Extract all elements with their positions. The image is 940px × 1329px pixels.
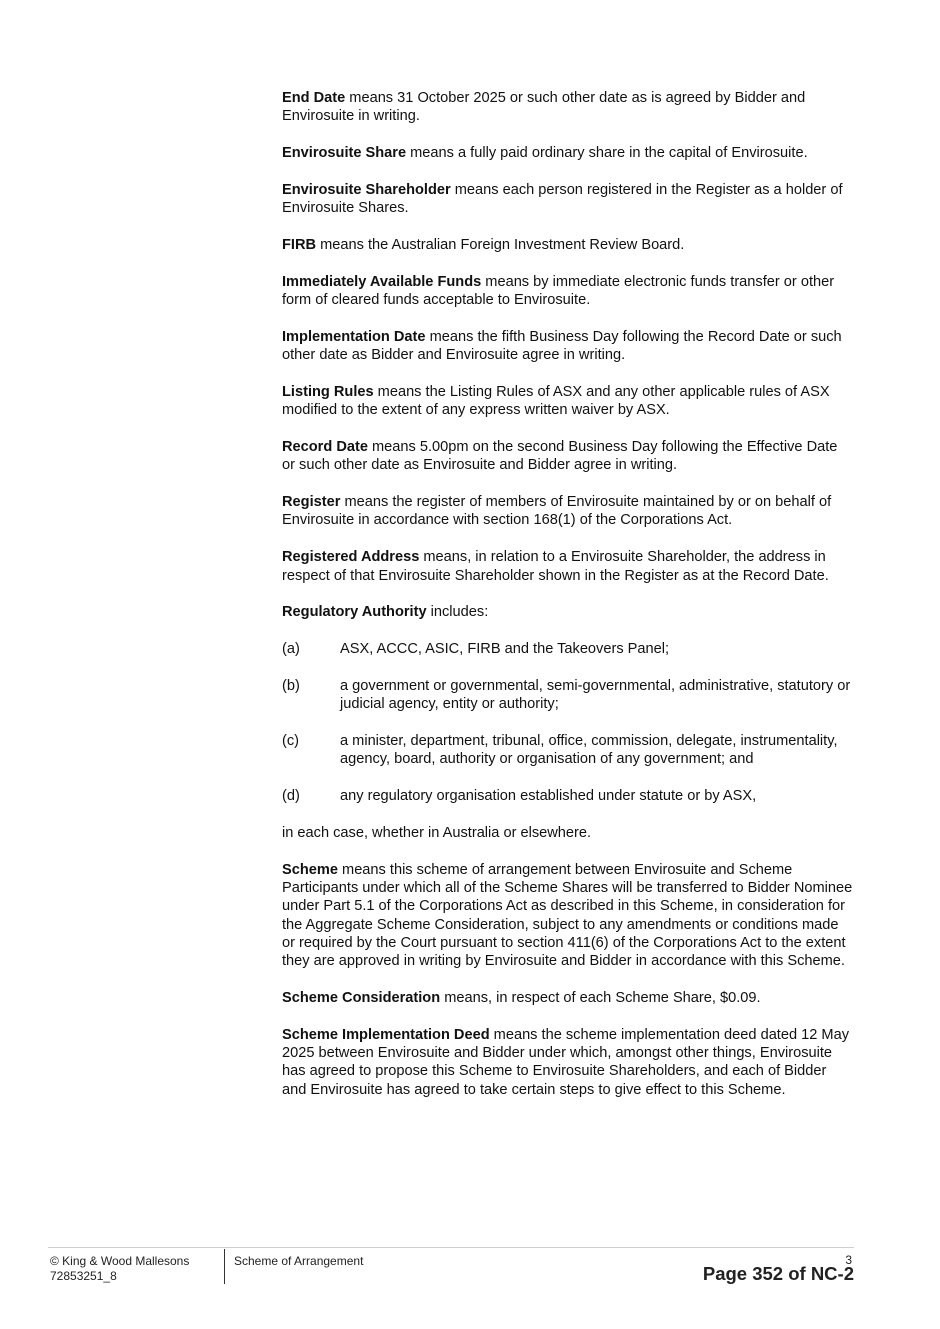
page-number: 3 <box>845 1253 852 1267</box>
footer-left <box>50 1254 189 1284</box>
definition-text: means, in relation to a Envirosuite Shareholder, the address in respect of that Envirosuite Shareholder shown in the Register as at the Record Date. <box>282 549 829 584</box>
defined-term: Implementation Date <box>282 328 426 345</box>
footer-doc-id: 72853251_8 <box>50 1269 117 1283</box>
footer-rule <box>48 1247 854 1248</box>
definition-paragraph <box>282 1026 854 1099</box>
list-item <box>282 787 854 805</box>
definition-paragraph <box>282 438 854 475</box>
footer-doc-title: Scheme of Arrangement <box>234 1254 364 1268</box>
definition-paragraph <box>282 603 854 621</box>
defined-term: Envirosuite Shareholder <box>282 181 451 198</box>
definition-paragraph <box>282 383 854 420</box>
defined-term: End Date <box>282 90 346 106</box>
definitions-list-a <box>282 89 854 622</box>
list-item-label: (a) <box>282 641 300 658</box>
defined-term: Register <box>282 494 341 511</box>
document-body <box>282 89 854 1117</box>
footer-divider <box>224 1249 225 1284</box>
defined-term: Listing Rules <box>282 383 374 400</box>
definition-text: means 31 October 2025 or such other date as is agreed by Bidder and Envirosuite in writing. <box>282 90 806 125</box>
list-item-label: (b) <box>282 677 300 694</box>
footer-firm: © King & Wood Mallesons <box>50 1254 190 1268</box>
definition-paragraph <box>282 548 854 585</box>
definition-text: means, in respect of each Scheme Share, $0.09. <box>440 990 761 1006</box>
definition-text: means a fully paid ordinary share in the capital of Envirosuite. <box>406 145 808 162</box>
definition-text: means the Listing Rules of ASX and any other applicable rules of ASX modified to the extent of any express written waiver by ASX. <box>282 383 830 419</box>
list-item-text: a minister, department, tribunal, office, commission, delegate, instrumentality, agency, board, authority or organisation of any government; and <box>340 733 838 768</box>
definition-paragraph <box>282 144 854 162</box>
definition-paragraph <box>282 989 854 1007</box>
defined-term: Immediately Available Funds <box>282 273 482 290</box>
definition-text: means 5.00pm on the second Business Day following the Effective Date or such other date as Envirosuite and Bidder agree in writing. <box>282 439 838 474</box>
definition-text: means each person registered in the Register as a holder of Envirosuite Shares. <box>282 181 843 217</box>
definition-text: means the scheme implementation deed dated 12 May 2025 between Envirosuite and Bidder under which, amongst other things, Envirosuite has agreed to propose this Scheme to Envirosuite Shareholders, and each of Bidder and Envirosuite has agreed to take certain steps to give effect to this Scheme. <box>282 1026 850 1098</box>
definitions-list-b <box>282 861 854 1099</box>
definition-paragraph <box>282 493 854 530</box>
list-item-text: any regulatory organisation established under statute or by ASX, <box>340 788 757 805</box>
list-item-text: a government or governmental, semi-governmental, administrative, statutory or judicial agency, entity or authority; <box>340 677 851 713</box>
page-stamp: Page 352 of NC-2 <box>702 1263 854 1284</box>
definition-paragraph <box>282 181 854 218</box>
definition-text: means by immediate electronic funds transfer or other form of cleared funds acceptable to Envirosuite. <box>282 273 835 309</box>
list-item <box>282 732 854 769</box>
definition-paragraph <box>282 236 854 254</box>
definition-text: means the register of members of Envirosuite maintained by or on behalf of Envirosuite in accordance with section 168(1) of the Corporations Act. <box>282 494 832 529</box>
defined-term: Regulatory Authority <box>282 604 427 621</box>
list-item <box>282 677 854 714</box>
list-item <box>282 640 854 658</box>
defined-term: FIRB <box>282 236 317 253</box>
regulatory-tail: in each case, whether in Australia or elsewhere. <box>282 824 592 841</box>
definition-paragraph <box>282 328 854 365</box>
definition-text: means the Australian Foreign Investment Review Board. <box>316 236 685 253</box>
defined-term: Scheme Implementation Deed <box>282 1026 490 1043</box>
definition-text: means the fifth Business Day following the Record Date or such other date as Bidder and Envirosuite agree in writing. <box>282 328 842 364</box>
definition-paragraph <box>282 273 854 310</box>
defined-term: Envirosuite Share <box>282 145 407 162</box>
regulatory-authority-items <box>282 640 854 805</box>
list-item-label: (d) <box>282 788 300 805</box>
list-item-label: (c) <box>282 733 300 750</box>
definition-paragraph <box>282 861 854 971</box>
definition-text: means this scheme of arrangement between Envirosuite and Scheme Participants under which all of the Scheme Shares will be transferred to Bidder Nominee under Part 5.1 of the Corporations Act as described in this Scheme, in consideration for the Aggregate Scheme Consideration, subject to any amendments or conditions made or required by the Court pursuant to section 411(6) of the Corporations Act to the extent they are approved in writing by Envirosuite and Bidder in accordance with this Scheme. <box>282 861 853 970</box>
definition-text: includes: <box>426 604 489 621</box>
defined-term: Scheme Consideration <box>282 990 441 1006</box>
defined-term: Scheme <box>282 861 338 878</box>
defined-term: Registered Address <box>282 549 420 566</box>
defined-term: Record Date <box>282 439 368 456</box>
definition-paragraph <box>282 89 854 126</box>
list-item-text: ASX, ACCC, ASIC, FIRB and the Takeovers Panel; <box>340 641 670 658</box>
